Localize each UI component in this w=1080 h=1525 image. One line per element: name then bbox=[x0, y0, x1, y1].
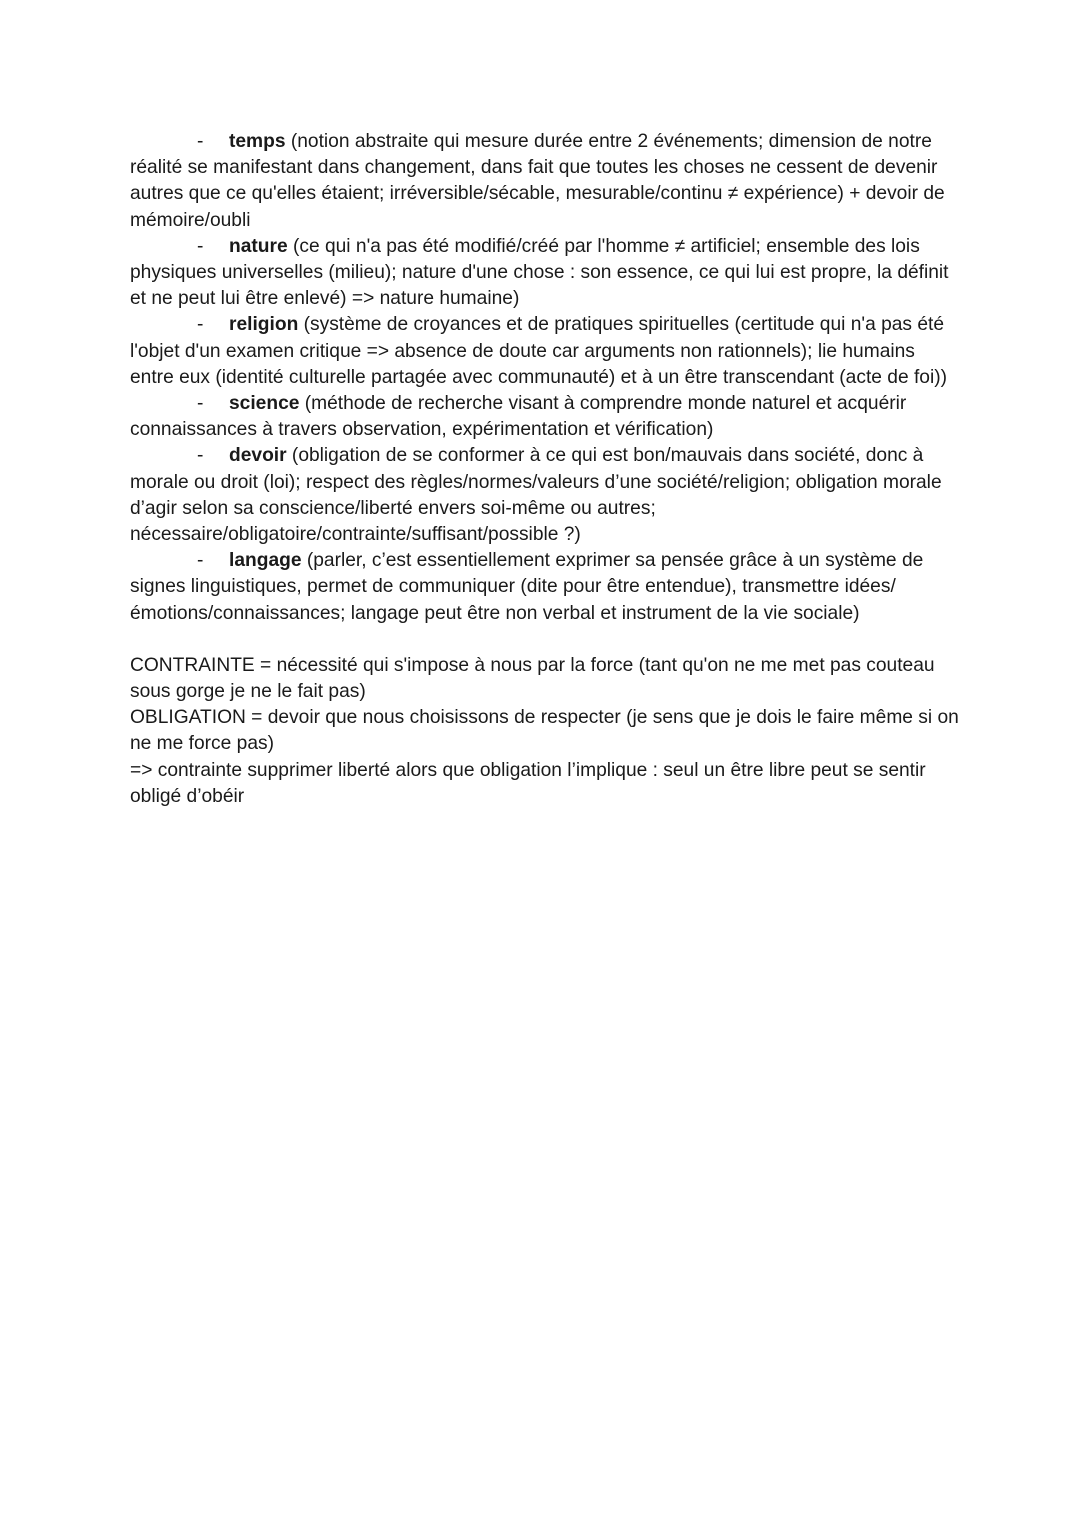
document-page bbox=[130, 129, 960, 810]
notion-definition: (système de croyances et de pratiques spirituelles (certitude qui n'a pas été l'objet d'un examen critique => absence de doute car arguments non rationnels); lie humains entre eux (identité culturelle partagée avec communauté) et à un être transcendant (acte de foi)) bbox=[130, 314, 947, 388]
bullet-dash: - bbox=[197, 393, 204, 415]
notion-definition: (parler, c’est essentiellement exprimer sa pensée grâce à un système de signes linguistiques, permet de communiquer (dite pour être entendue), transmettre idées/émotions/connaissances; langage peut être non verbal et instrument de la vie sociale) bbox=[130, 550, 924, 624]
bullet-dash: - bbox=[197, 314, 204, 336]
notion-definition: (notion abstraite qui mesure durée entre 2 événements; dimension de notre réalité se manifestant dans changement, dans fait que toutes les choses ne cessent de devenir autres que ce qu'elles étaient; irréversible/sécable, mesurable/continu ≠ expérience) + devoir de mémoire/oubli bbox=[130, 131, 945, 231]
definition-contrainte: CONTRAINTE = nécessité qui s'impose à nous par la force (tant qu'on ne me met pas couteau sous gorge je ne le fait pas) bbox=[130, 654, 935, 703]
notion-definition: (ce qui n'a pas été modifié/créé par l'homme ≠ artificiel; ensemble des lois physiques universelles (milieu); nature d'une chose : son essence, ce qui lui est propre, la définit et ne peut lui être enlevé) => nature humaine) bbox=[130, 235, 949, 310]
notion-term: temps bbox=[229, 131, 286, 152]
notion-religion bbox=[130, 312, 960, 391]
conclusion-text: => contrainte supprimer liberté alors que obligation l’implique : seul un être libre peut se sentir obligé d’obéir bbox=[130, 759, 926, 807]
bullet-dash: - bbox=[197, 445, 204, 467]
notion-nature bbox=[130, 234, 960, 313]
bullet-dash: - bbox=[197, 131, 204, 152]
paragraph-spacer bbox=[130, 627, 960, 653]
definition-obligation: OBLIGATION = devoir que nous choisissons de respecter (je sens que je dois le faire même si on ne me force pas) bbox=[130, 707, 959, 755]
notion-term: nature bbox=[229, 235, 288, 257]
notion-term: devoir bbox=[229, 445, 287, 467]
notion-langage bbox=[130, 548, 960, 627]
notion-definition: (obligation de se conformer à ce qui est bon/mauvais dans société, donc à morale ou droit (loi); respect des règles/normes/valeurs d’une société/religion; obligation morale d’agir selon sa conscience/liberté envers soi-même ou autres; nécessaire/obligatoire/contrainte/suffisant/possible ?) bbox=[130, 445, 942, 546]
notion-term: religion bbox=[229, 314, 299, 336]
notion-term: langage bbox=[229, 550, 302, 572]
notion-term: science bbox=[229, 393, 300, 415]
bullet-dash: - bbox=[197, 235, 204, 257]
notion-science bbox=[130, 391, 960, 443]
notion-definition: (méthode de recherche visant à comprendre monde naturel et acquérir connaissances à travers observation, expérimentation et vérification) bbox=[130, 393, 907, 441]
bullet-dash: - bbox=[197, 550, 204, 572]
notion-devoir bbox=[130, 443, 960, 548]
notion-temps bbox=[130, 129, 960, 234]
